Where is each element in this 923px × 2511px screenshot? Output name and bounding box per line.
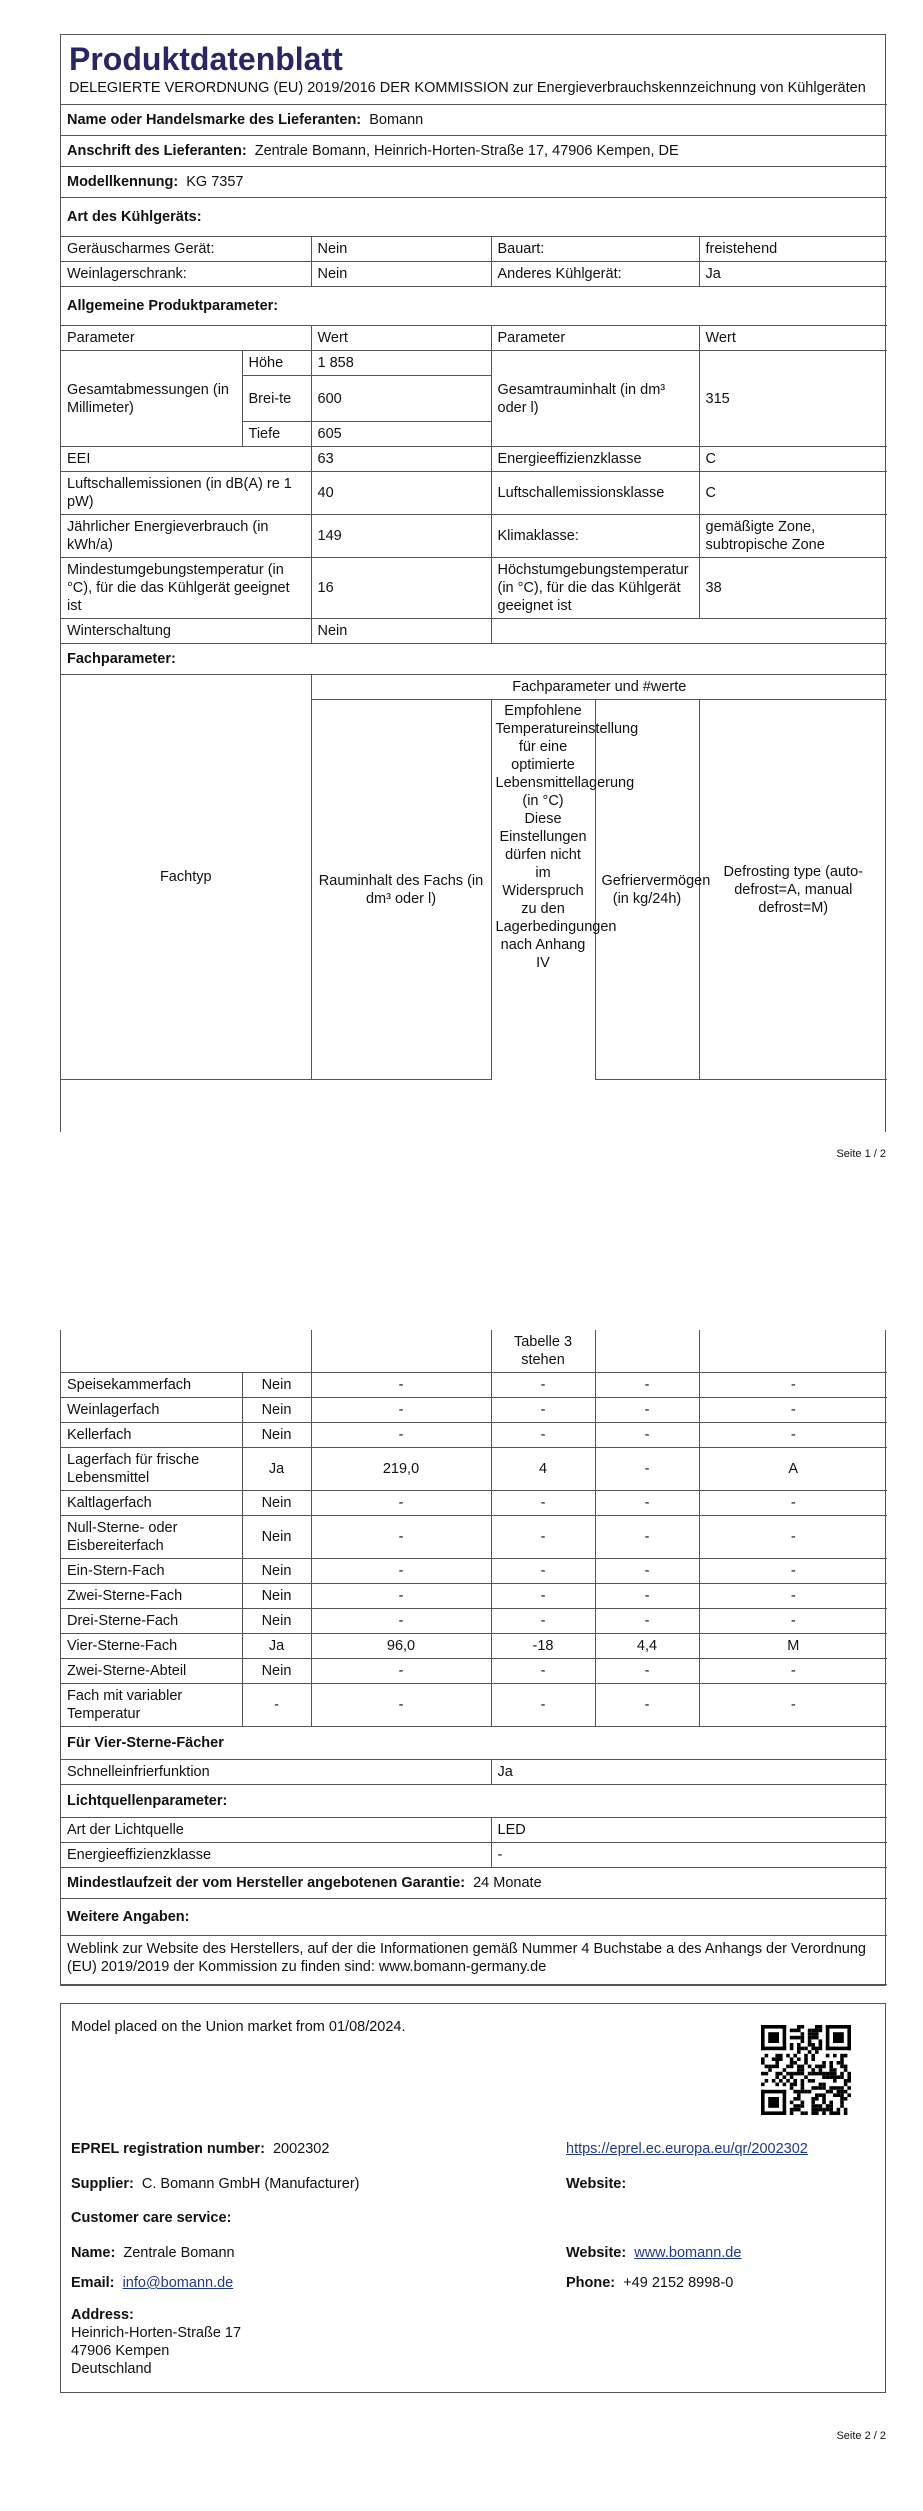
table-row [61, 1559, 887, 1584]
eprel-link[interactable]: https://eprel.ec.europa.eu/qr/2002302 [566, 2141, 808, 2157]
compartment-temp: - [491, 1491, 595, 1516]
compartment-freeze: - [595, 1423, 699, 1448]
supplier-value: C. Bomann GmbH (Manufacturer) [141, 2176, 360, 2192]
table-row [61, 1584, 887, 1609]
noise-value: 40 [311, 472, 491, 515]
phone-label: Phone: [566, 2275, 616, 2291]
compartment-present: Ja [242, 1634, 311, 1659]
compartment-present: Nein [242, 1423, 311, 1448]
empty-cell [595, 1330, 699, 1373]
table-row [61, 1684, 887, 1727]
supplier-address-value: Zentrale Bomann, Heinrich-Horten-Straße 17, 47906 Kempen, DE [254, 143, 679, 159]
col-type: Fachtyp [61, 675, 311, 1080]
col-value-2: Wert [699, 326, 887, 351]
four-star-heading: Für Vier-Sterne-Fächer [61, 1727, 887, 1760]
further-text-row [61, 1936, 887, 1985]
email-label: Email: [71, 2275, 115, 2291]
address-line-1: Heinrich-Horten-Straße 17 [71, 2325, 242, 2341]
compartment-temp: - [491, 1423, 595, 1448]
compartment-temp: - [491, 1373, 595, 1398]
compartment-defrost: - [699, 1423, 887, 1448]
compartment-defrost: - [699, 1491, 887, 1516]
further-text: Weblink zur Website des Herstellers, auf der die Informationen gemäß Nummer 4 Buchstabe a des Anhangs der Verordnung (EU) 2019/2019 der Kommission zu finden sind: www.bomann-germany.de [61, 1936, 887, 1985]
compartment-freeze: - [595, 1516, 699, 1559]
compartment-volume: - [311, 1609, 491, 1634]
compartment-freeze: - [595, 1448, 699, 1491]
compartment-present: Nein [242, 1584, 311, 1609]
compartment-present: Nein [242, 1373, 311, 1398]
low-noise-value: Nein [311, 237, 491, 262]
eclass-label: Energieeffizienzklasse [491, 447, 699, 472]
table-row [61, 1634, 887, 1659]
care-website-line [566, 2244, 741, 2262]
supplier-name-row [61, 105, 887, 136]
address-line-2: 47906 Kempen [71, 2343, 170, 2359]
compartment-defrost: - [699, 1609, 887, 1634]
email-link[interactable]: info@bomann.de [122, 2275, 234, 2291]
compartment-freeze: - [595, 1609, 699, 1634]
supplier-name-label: Name oder Handelsmarke des Lieferanten: [67, 112, 362, 128]
care-name-label: Name: [71, 2245, 116, 2261]
compartment-type: Weinlagerfach [61, 1398, 242, 1423]
compartment-present: - [242, 1684, 311, 1727]
compartment-temp: - [491, 1398, 595, 1423]
compartment-volume: - [311, 1584, 491, 1609]
light-type-value: LED [491, 1818, 887, 1843]
width-value: 600 [311, 376, 491, 422]
compartment-temp: - [491, 1609, 595, 1634]
table-row [61, 1448, 887, 1491]
care-label: Customer care service: [71, 2210, 232, 2226]
quick-freeze-label: Schnelleinfrierfunktion [61, 1760, 491, 1785]
depth-value: 605 [311, 422, 491, 447]
eprel-label: EPREL registration number: [71, 2141, 265, 2157]
compartment-temp: 4 [491, 1448, 595, 1491]
general-header-row [61, 326, 887, 351]
compartment-defrost: - [699, 1584, 887, 1609]
volume-label: Gesamtrauminhalt (in dm³ oder l) [491, 351, 699, 447]
noise-label: Luftschallemissionen (in dB(A) re 1 pW) [61, 472, 311, 515]
compartment-defrost: - [699, 1516, 887, 1559]
compartment-defrost: - [699, 1398, 887, 1423]
address-label: Address: [71, 2307, 134, 2323]
compartment-volume: - [311, 1559, 491, 1584]
appliance-type-heading: Art des Kühlgeräts: [61, 198, 887, 237]
table-row [61, 1516, 887, 1559]
compartment-defrost: M [699, 1634, 887, 1659]
datasheet-page-2 [60, 1330, 886, 1986]
compartment-present: Nein [242, 1516, 311, 1559]
compartment-freeze: - [595, 1684, 699, 1727]
compartment-temp: - [491, 1559, 595, 1584]
compartment-freeze: - [595, 1491, 699, 1516]
noise-class-value: C [699, 472, 887, 515]
other-label: Anderes Kühlgerät: [491, 262, 699, 287]
compartment-freeze: - [595, 1559, 699, 1584]
model-value: KG 7357 [186, 174, 244, 190]
compartment-type: Drei-Sterne-Fach [61, 1609, 242, 1634]
compartment-temp: - [491, 1584, 595, 1609]
wine-label: Weinlagerschrank: [61, 262, 311, 287]
care-website-label: Website: [566, 2245, 627, 2261]
compartment-present: Nein [242, 1559, 311, 1584]
min-temp-value: 16 [311, 558, 491, 619]
light-class-label: Energieeffizienzklasse [61, 1843, 491, 1868]
compartment-temp: - [491, 1516, 595, 1559]
empty-cell [61, 1330, 311, 1373]
col-volume: Rauminhalt des Fachs (in dm³ oder l) [311, 700, 491, 1080]
model-row [61, 167, 887, 198]
energy-row [61, 515, 887, 558]
supplier-address-row [61, 136, 887, 167]
page-number-2: Seite 2 / 2 [836, 2430, 886, 2442]
eei-value: 63 [311, 447, 491, 472]
light-class-value: - [491, 1843, 887, 1868]
warranty-row [61, 1868, 887, 1899]
supplier-label: Supplier: [71, 2176, 134, 2192]
compartment-defrost: - [699, 1659, 887, 1684]
eclass-value: C [699, 447, 887, 472]
compartments-heading-row [61, 644, 887, 675]
col-param-1: Parameter [61, 326, 311, 351]
col-defrost: Defrosting type (auto-defrost=A, manual defrost=M) [699, 700, 887, 1080]
other-value: Ja [699, 262, 887, 287]
col-param-2: Parameter [491, 326, 699, 351]
general-heading: Allgemeine Produktparameter: [61, 287, 887, 326]
compartment-defrost: - [699, 1559, 887, 1584]
quick-freeze-row [61, 1760, 887, 1785]
table-row [61, 1659, 887, 1684]
height-value: 1 858 [311, 351, 491, 376]
depth-label: Tiefe [242, 422, 311, 447]
winter-value: Nein [311, 619, 491, 644]
page-title: Produktdatenblatt [69, 41, 343, 77]
compartment-temp: - [491, 1684, 595, 1727]
dims-row-height [61, 351, 887, 376]
energy-label: Jährlicher Energieverbrauch (in kWh/a) [61, 515, 311, 558]
compartments-table [61, 1330, 887, 1985]
title-block [61, 35, 885, 105]
compartment-type: Fach mit variabler Temperatur [61, 1684, 242, 1727]
climate-value: gemäßigte Zone, subtropische Zone [699, 515, 887, 558]
address-line-3: Deutschland [71, 2361, 152, 2377]
datasheet-page-1 [60, 34, 886, 1132]
care-name-value: Zentrale Bomann [123, 2245, 235, 2261]
compartment-temp: -18 [491, 1634, 595, 1659]
general-table [61, 104, 887, 675]
low-noise-row [61, 237, 887, 262]
energy-value: 149 [311, 515, 491, 558]
compartment-volume: - [311, 1516, 491, 1559]
compartment-volume: 96,0 [311, 1634, 491, 1659]
compartment-temp: - [491, 1659, 595, 1684]
col-freeze: Gefriervermögen (in kg/24h) [595, 700, 699, 1080]
empty-cell [311, 1330, 491, 1373]
warranty-value: 24 Monate [473, 1875, 542, 1891]
light-class-row [61, 1843, 887, 1868]
wine-value: Nein [311, 262, 491, 287]
warranty-label: Mindestlaufzeit der vom Hersteller angebotenen Garantie: [67, 1875, 466, 1891]
compartment-freeze: - [595, 1373, 699, 1398]
design-label: Bauart: [491, 237, 699, 262]
noise-class-label: Luftschallemissionsklasse [491, 472, 699, 515]
compartment-freeze: - [595, 1584, 699, 1609]
website-label: Website: [566, 2176, 627, 2192]
compartment-rows [61, 1373, 887, 1727]
compartment-freeze: - [595, 1398, 699, 1423]
design-value: freistehend [699, 237, 887, 262]
eprel-line [71, 2140, 329, 2158]
compartment-volume: - [311, 1373, 491, 1398]
compartment-type: Ein-Stern-Fach [61, 1559, 242, 1584]
qr-code-icon[interactable] [761, 2025, 851, 2115]
compartment-type: Speisekammerfach [61, 1373, 242, 1398]
further-heading-row [61, 1899, 887, 1936]
supplier-address-label: Anschrift des Lieferanten: [67, 143, 247, 159]
table-row [61, 1609, 887, 1634]
compartment-present: Nein [242, 1609, 311, 1634]
compartment-volume: - [311, 1491, 491, 1516]
general-heading-row [61, 287, 887, 326]
height-label: Höhe [242, 351, 311, 376]
compartment-defrost: - [699, 1373, 887, 1398]
light-heading: Lichtquellenparameter: [61, 1785, 887, 1818]
quick-freeze-value: Ja [491, 1760, 887, 1785]
compartment-present: Nein [242, 1491, 311, 1516]
width-label: Brei-te [242, 376, 311, 422]
winter-row [61, 619, 887, 644]
table-row [61, 1491, 887, 1516]
compartment-type: Zwei-Sterne-Fach [61, 1584, 242, 1609]
supplier-line [71, 2175, 359, 2193]
continued-header-row [61, 1330, 887, 1373]
further-heading: Weitere Angaben: [61, 1899, 887, 1936]
table-row [61, 1423, 887, 1448]
eei-row [61, 447, 887, 472]
compartments-header-table [61, 674, 887, 1080]
compartments-group-row [61, 675, 887, 700]
table-row [61, 1398, 887, 1423]
light-type-label: Art der Lichtquelle [61, 1818, 491, 1843]
compartment-freeze: - [595, 1659, 699, 1684]
appliance-type-heading-row [61, 198, 887, 237]
low-noise-label: Geräuscharmes Gerät: [61, 237, 311, 262]
table-row [61, 1373, 887, 1398]
volume-value: 315 [699, 351, 887, 447]
compartment-type: Zwei-Sterne-Abteil [61, 1659, 242, 1684]
phone-line [566, 2274, 733, 2292]
max-temp-label: Höchstumgebungstemperatur (in °C), für die das Kühlgerät geeignet ist [491, 558, 699, 619]
regulation-subtitle: DELEGIERTE VERORDNUNG (EU) 2019/2016 DER KOMMISSION zur Energieverbrauchskennzeichnung von Kühlgeräten [69, 80, 866, 96]
eprel-value: 2002302 [272, 2141, 330, 2157]
care-name-line [71, 2244, 235, 2262]
compartment-defrost: A [699, 1448, 887, 1491]
compartment-type: Vier-Sterne-Fach [61, 1634, 242, 1659]
light-type-row [61, 1818, 887, 1843]
climate-label: Klimaklasse: [491, 515, 699, 558]
compartment-type: Kellerfach [61, 1423, 242, 1448]
col-temp-continued: Tabelle 3 stehen [491, 1330, 595, 1373]
compartment-type: Lagerfach für frische Lebensmittel [61, 1448, 242, 1491]
dims-label: Gesamtabmessungen (in Millimeter) [61, 351, 242, 447]
phone-value: +49 2152 8998-0 [623, 2275, 734, 2291]
compartment-present: Nein [242, 1659, 311, 1684]
compartment-volume: - [311, 1423, 491, 1448]
compartment-defrost: - [699, 1684, 887, 1727]
col-temp-a: Empfohlene Temperatureinstellung für eine optimierte Lebensmittellagerung (in °C) [495, 703, 639, 809]
col-temp [491, 700, 639, 1080]
compartment-volume: - [311, 1684, 491, 1727]
group-header: Fachparameter und #werte [311, 675, 887, 700]
eprel-info-box [60, 2003, 886, 2393]
temp-row [61, 558, 887, 619]
compartment-volume: 219,0 [311, 1448, 491, 1491]
noise-row [61, 472, 887, 515]
empty-cell [491, 619, 887, 644]
empty-cell [699, 1330, 887, 1373]
compartment-volume: - [311, 1398, 491, 1423]
compartment-type: Kaltlagerfach [61, 1491, 242, 1516]
page-number-1: Seite 1 / 2 [836, 1148, 886, 1160]
winter-label: Winterschaltung [61, 619, 311, 644]
eei-label: EEI [61, 447, 311, 472]
compartment-present: Nein [242, 1398, 311, 1423]
compartment-present: Ja [242, 1448, 311, 1491]
wine-row [61, 262, 887, 287]
model-label: Modellkennung: [67, 174, 179, 190]
col-temp-b: Diese Einstellungen dürfen nicht im Widerspruch zu den Lagerbedingungen nach Anhang IV [495, 811, 617, 971]
care-website-link[interactable]: www.bomann.de [634, 2245, 742, 2261]
compartment-type: Null-Sterne- oder Eisbereiterfach [61, 1516, 242, 1559]
compartment-freeze: 4,4 [595, 1634, 699, 1659]
address-block [71, 2306, 241, 2378]
min-temp-label: Mindestumgebungstemperatur (in °C), für die das Kühlgerät geeignet ist [61, 558, 311, 619]
placed-on-market: Model placed on the Union market from 01/08/2024. [71, 2019, 406, 2035]
col-value-1: Wert [311, 326, 491, 351]
light-heading-row [61, 1785, 887, 1818]
supplier-name-value: Bomann [369, 112, 424, 128]
email-line [71, 2274, 233, 2292]
max-temp-value: 38 [699, 558, 887, 619]
compartment-volume: - [311, 1659, 491, 1684]
four-star-heading-row [61, 1727, 887, 1760]
compartments-heading: Fachparameter: [61, 644, 887, 675]
